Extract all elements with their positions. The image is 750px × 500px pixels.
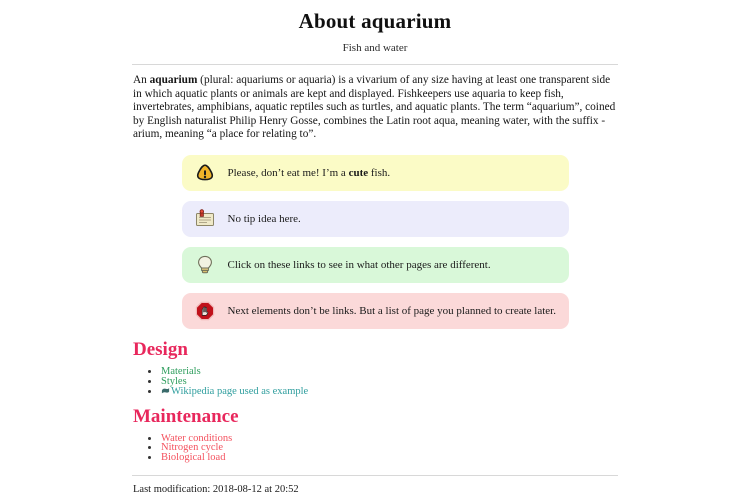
intro-text-after: (plural: aquariums or aquaria) is a vivarium of any size having at least one transparent side in which aquatic plants or animals are kept and displayed. Fishkeepers use aquaria to keep fish, invertebrates, amphibians, aquatic reptiles such as turtles, and aquatic plants. The term “aquarium”, coined by English naturalist Philip Henry Gosse, combines the Latin root aqua, meaning water, with the suffix -arium, meaning “a place for relating to”. bbox=[133, 74, 616, 141]
list-item bbox=[160, 443, 750, 453]
callout-stop bbox=[182, 293, 569, 329]
page-subtitle: Fish and water bbox=[342, 42, 408, 54]
callout-warning-text bbox=[228, 166, 391, 180]
pinned-note-icon bbox=[193, 207, 217, 231]
callout-stop-text: Next elements don’t be links. But a list of page you planned to create later. bbox=[227, 304, 556, 317]
link-styles[interactable]: Styles bbox=[161, 375, 187, 387]
lightbulb-icon bbox=[193, 253, 217, 277]
warning-triangle-icon bbox=[193, 161, 217, 185]
footer-divider bbox=[132, 475, 618, 476]
external-link-icon bbox=[161, 386, 170, 395]
link-materials[interactable]: Materials bbox=[161, 365, 201, 377]
callout-tip bbox=[182, 247, 569, 283]
list-item bbox=[160, 434, 750, 444]
intro-paragraph bbox=[133, 74, 618, 142]
list-item[interactable] bbox=[160, 377, 750, 387]
planned-page-biological-load: Biological load bbox=[161, 451, 226, 463]
intro-bold-term: aquarium bbox=[149, 74, 198, 86]
site-footer bbox=[0, 475, 750, 496]
section-heading-design: Design bbox=[133, 338, 188, 360]
design-link-list bbox=[0, 367, 750, 397]
link-wikipedia-example[interactable] bbox=[161, 386, 308, 397]
callout-tip-text: Click on these links to see in what other pages are different. bbox=[227, 258, 491, 271]
planned-page-nitrogen-cycle: Nitrogen cycle bbox=[161, 442, 224, 454]
page-title: About aquarium bbox=[298, 9, 452, 33]
list-item bbox=[160, 453, 750, 463]
link-wikipedia-example-label: Wikipedia page used as example bbox=[171, 386, 309, 398]
callout-list bbox=[0, 155, 750, 329]
callout-warning-text-after: fish. bbox=[368, 166, 391, 179]
planned-page-water-conditions: Water conditions bbox=[161, 432, 233, 444]
header-divider bbox=[132, 64, 618, 65]
callout-warning bbox=[182, 155, 569, 191]
intro-text-before: An bbox=[133, 74, 150, 86]
callout-warning-text-before: Please, don’t eat me! I’m a bbox=[227, 166, 349, 179]
callout-warning-text-bold: cute bbox=[348, 166, 369, 179]
callout-note bbox=[182, 201, 569, 237]
maintenance-link-list bbox=[0, 434, 750, 463]
site-header bbox=[0, 0, 750, 65]
last-modification-text: Last modification: 2018-08-12 at 20:52 bbox=[133, 484, 299, 495]
list-item[interactable] bbox=[160, 367, 750, 377]
stop-hand-icon bbox=[193, 299, 217, 323]
callout-note-text: No tip idea here. bbox=[227, 212, 301, 225]
section-heading-maintenance: Maintenance bbox=[133, 405, 239, 427]
list-item[interactable] bbox=[160, 386, 750, 397]
